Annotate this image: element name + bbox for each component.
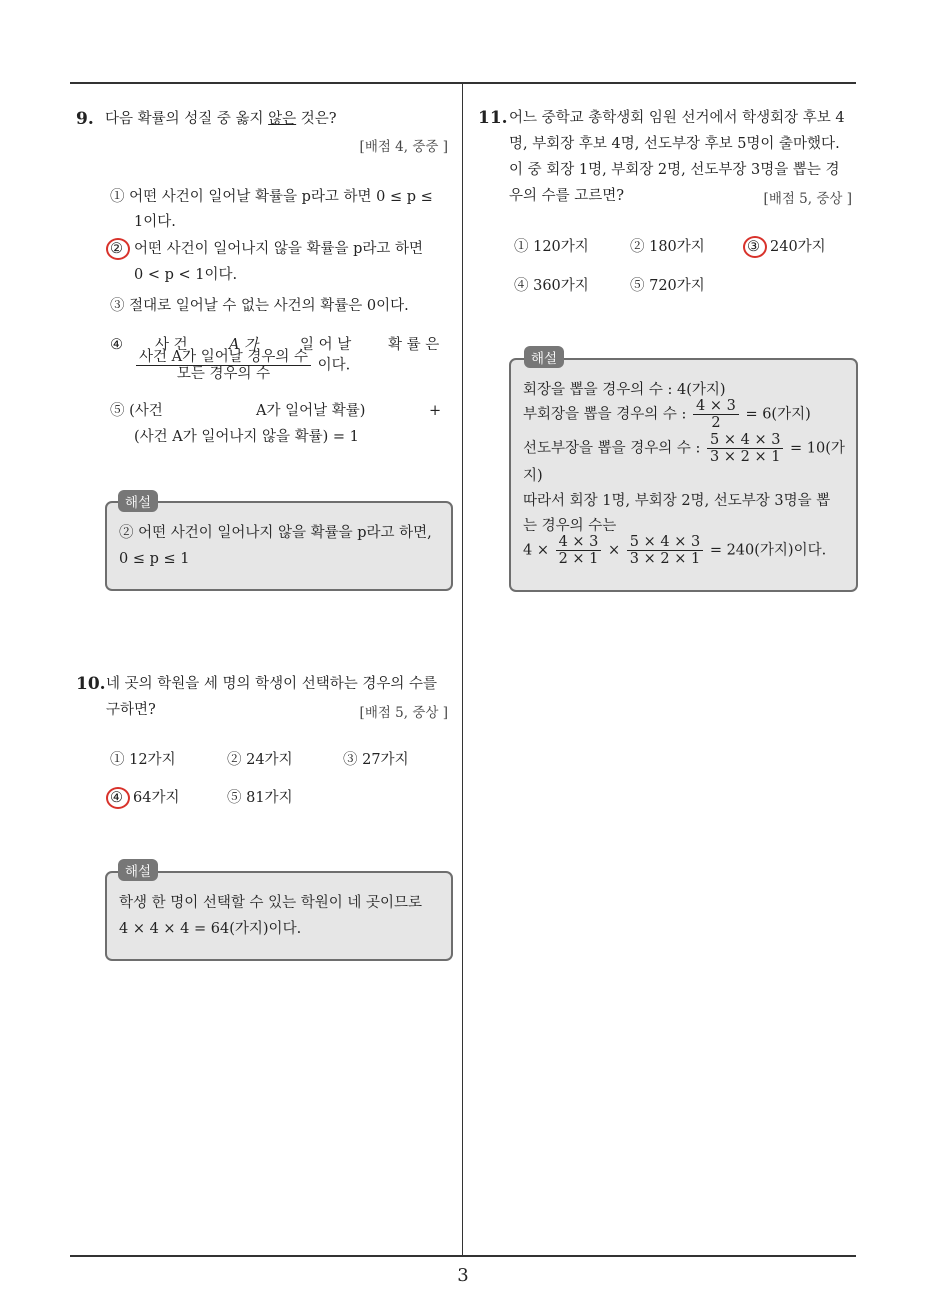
fraction: $\frac{4 \times 3}{2}$ bbox=[693, 398, 739, 431]
option-2[interactable]: ② 24가지 bbox=[227, 752, 293, 768]
score-difficulty: [배점 5, 중상 ] bbox=[359, 705, 448, 721]
option-2-cont: 0 < p < 1이다. bbox=[134, 267, 238, 283]
option-1-cont: 1이다. bbox=[134, 214, 176, 230]
question-stem-cont: 이 중 회장 1명, 부회장 2명, 선도부장 3명을 뽑는 경 bbox=[509, 162, 840, 178]
option-1[interactable]: ① 12가지 bbox=[110, 752, 176, 768]
option-2[interactable]: 어떤 사건이 일어나지 않을 확률을 p라고 하면 bbox=[134, 241, 424, 257]
solution-box bbox=[509, 358, 858, 592]
option-5[interactable]: ⑤ 720가지 bbox=[630, 278, 705, 294]
option-3[interactable]: 240가지 bbox=[770, 239, 826, 255]
solution-line: 0 ≤ p ≤ 1 bbox=[119, 551, 190, 567]
option-1[interactable]: ① 어떤 사건이 일어날 확률을 p라고 하면 0 ≤ p ≤ bbox=[110, 189, 433, 205]
solution-line: 4 × 4 × 4 = 64(가지)이다. bbox=[119, 921, 302, 937]
question-stem-cont: 우의 수를 고르면? bbox=[509, 188, 625, 204]
solution-line: 지) bbox=[523, 468, 543, 484]
solution-box bbox=[105, 871, 453, 961]
column-divider bbox=[462, 83, 463, 1256]
option-5[interactable]: ⑤ (사건 bbox=[110, 403, 163, 419]
underlined-word: 않은 bbox=[268, 111, 297, 127]
option-3[interactable]: ③ 절대로 일어날 수 없는 사건의 확률은 0이다. bbox=[110, 298, 409, 314]
solution-tag: 해설 bbox=[118, 859, 158, 881]
score-difficulty: [배점 5, 중상 ] bbox=[763, 191, 852, 207]
question-stem-cont: 구하면? bbox=[106, 702, 156, 718]
option-4-word: 일 어 날 bbox=[300, 337, 352, 353]
option-3[interactable]: ③ 27가지 bbox=[343, 752, 409, 768]
fraction: $\frac{4 \times 3}{2 \times 1}$ bbox=[556, 534, 602, 567]
question-number: 9. bbox=[76, 109, 94, 129]
bottom-rule bbox=[70, 1255, 856, 1257]
option-5-plus: + bbox=[429, 403, 442, 419]
solution-line: 회장을 뽑을 경우의 수 : 4(가지) bbox=[523, 382, 726, 398]
fraction: $\frac{5 \times 4 \times 3}{3 \times 2 \times 1}$ bbox=[707, 432, 783, 465]
option-4-mark[interactable]: ④ bbox=[110, 790, 123, 806]
option-3-mark[interactable]: ③ bbox=[747, 239, 760, 255]
solution-line: 학생 한 명이 선택할 수 있는 학원이 네 곳이므로 bbox=[119, 895, 423, 911]
top-rule bbox=[70, 82, 856, 84]
option-4-fraction: $\frac{\text{사건 A가 일어날 경우의 수}}{\text{모든 경우의 수}}$ 이다. bbox=[134, 349, 350, 382]
solution-line: 4 × $\frac{4 \times 3}{2 \times 1}$ × $\frac{5 \times 4 \times 3}{3 \times 2 \times 1}$ = 240(가지)이다. bbox=[523, 534, 827, 567]
option-5-cont: (사건 A가 일어나지 않을 확률) = 1 bbox=[134, 429, 359, 445]
question-stem-cont: 명, 부회장 후보 4명, 선도부장 후보 5명이 출마했다. bbox=[509, 136, 840, 152]
option-4-word: A 가 bbox=[229, 337, 259, 353]
option-2-mark[interactable]: ② bbox=[110, 241, 123, 257]
fraction: $\frac{5 \times 4 \times 3}{3 \times 2 \times 1}$ bbox=[627, 534, 703, 567]
option-4-word: 확 률 은 bbox=[388, 337, 440, 353]
solution-line: ② 어떤 사건이 일어나지 않을 확률을 p라고 하면, bbox=[119, 525, 432, 541]
question-stem: 다음 확률의 성질 중 옳지 않은 것은? bbox=[105, 111, 337, 127]
option-5[interactable]: ⑤ 81가지 bbox=[227, 790, 293, 806]
score-difficulty: [배점 4, 중중 ] bbox=[359, 139, 448, 155]
question-stem: 어느 중학교 총학생회 임원 선거에서 학생회장 후보 4 bbox=[509, 110, 845, 126]
fraction: $\frac{\text{사건 A가 일어날 경우의 수}}{\text{모든 경우의 수}}$ bbox=[136, 349, 311, 382]
solution-tag: 해설 bbox=[118, 490, 158, 512]
question-number: 10. bbox=[76, 674, 106, 694]
solution-line: 따라서 회장 1명, 부회장 2명, 선도부장 3명을 뽑 bbox=[523, 493, 831, 509]
option-5-part: A가 일어날 확률) bbox=[256, 403, 366, 419]
solution-line: 는 경우의 수는 bbox=[523, 518, 617, 534]
option-2[interactable]: ② 180가지 bbox=[630, 239, 705, 255]
solution-line: 부회장을 뽑을 경우의 수 : $\frac{4 \times 3}{2}$ = 6(가지) bbox=[523, 398, 811, 431]
solution-box bbox=[105, 501, 453, 591]
solution-line: 선도부장을 뽑을 경우의 수 : $\frac{5 \times 4 \times 3}{3 \times 2 \times 1}$ = 10(가 bbox=[523, 432, 845, 465]
option-4[interactable]: 64가지 bbox=[133, 790, 180, 806]
option-1[interactable]: ① 120가지 bbox=[514, 239, 589, 255]
page-number: 3 bbox=[457, 1265, 469, 1286]
solution-tag: 해설 bbox=[524, 346, 564, 368]
option-4[interactable]: ④ 360가지 bbox=[514, 278, 589, 294]
option-4-word: 사 건 bbox=[155, 337, 188, 353]
question-stem: 네 곳의 학원을 세 명의 학생이 선택하는 경우의 수를 bbox=[106, 676, 438, 692]
option-4-mark[interactable]: ④ bbox=[110, 337, 123, 353]
question-number: 11. bbox=[478, 108, 508, 128]
